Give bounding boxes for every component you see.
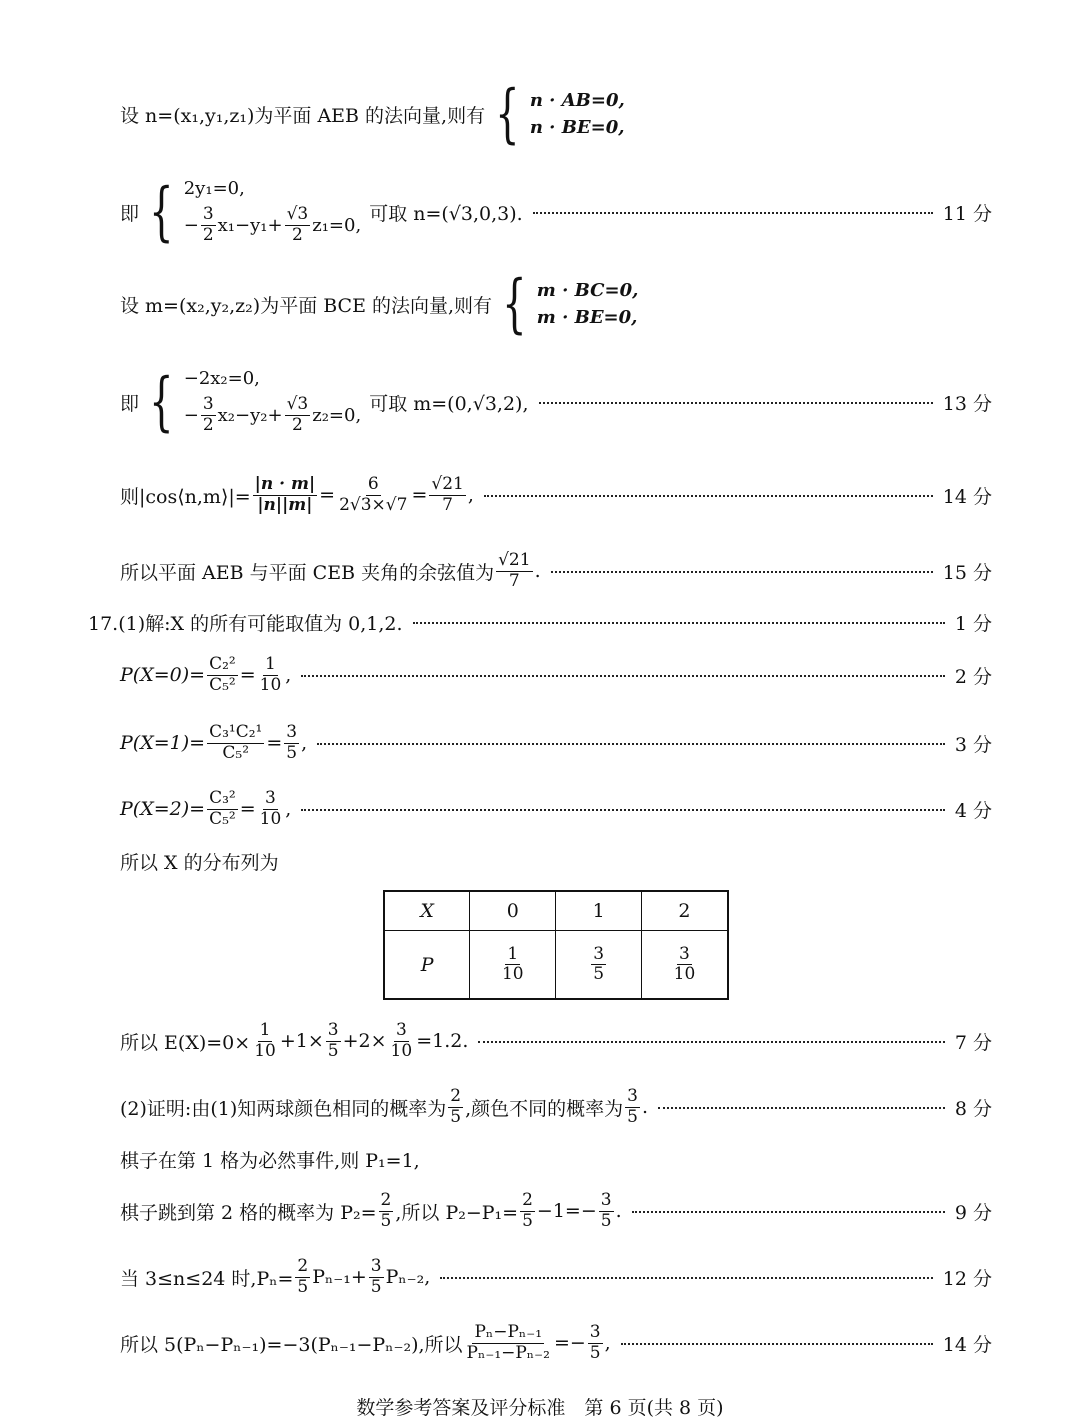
eq-line-10: P(X=2)= $\frac{\text{C₃²}}{\text{C₅²}}$ = $\frac{3}{10}$ , 4 分 [120, 787, 992, 829]
table-row [384, 931, 728, 999]
fraction: $\frac{3}{5}$ [627, 1085, 638, 1127]
leader-dots [478, 1039, 944, 1043]
score: 7 分 [954, 1031, 992, 1054]
fraction: $\frac{1}{10}$ [254, 1019, 276, 1061]
system-eq: −2x₂=0, [183, 368, 260, 390]
line-text: 可取 n=(√3,0,3). [369, 202, 523, 225]
equation-system: { m · BC=0, m · BE=0, [502, 267, 639, 341]
score: 12 分 [942, 1267, 992, 1290]
distribution-table [383, 890, 729, 1000]
fraction: $\frac{3}{5}$ [327, 1019, 339, 1061]
eq-line-7: 17.(1)解:X 的所有可能取值为 0,1,2. 1 分 [88, 602, 992, 642]
leader-dots [301, 807, 945, 811]
eq-line-15: 棋子跳到第 2 格的概率为 P₂= $\frac{2}{5}$ ,所以 P₂−P₁= $\frac{2}{5}$ −1=− $\frac{3}{5}$ . 9 分 [120, 1189, 992, 1231]
fraction: $\frac{√3}{2}$ [286, 204, 309, 245]
system-eq: 2y₁=0, [183, 178, 245, 200]
score: 8 分 [954, 1097, 992, 1120]
table-cell: 0 [470, 891, 556, 931]
fraction: $\frac{√21}{7}$ [431, 473, 464, 515]
leader-dots [440, 1275, 932, 1279]
score: 13 分 [942, 392, 992, 415]
fraction: $\frac{3}{2}$ [202, 204, 214, 245]
leader-dots [539, 400, 933, 404]
table-row [384, 891, 728, 931]
fraction: $\frac{3}{10}$ [259, 787, 282, 829]
eq-line-8: P(X=0)= $\frac{\text{C₂²}}{\text{C₅²}}$ = $\frac{1}{10}$ , 2 分 [120, 653, 992, 695]
leader-dots [621, 1341, 933, 1345]
table-cell: $\frac{1}{10}$ [470, 931, 556, 999]
fraction: $\frac{2}{5}$ [297, 1255, 309, 1297]
equation-system: { 2y₁=0, − $\frac{3}{2}$ x₁−y₁+ $\frac{√3}{2}$ z₁=0, [149, 175, 362, 249]
eq-line-9: P(X=1)= $\frac{\text{C₃¹C₂¹}}{\text{C₅²}}$ = $\frac{3}{5}$ , 3 分 [120, 721, 992, 763]
leader-dots [551, 569, 933, 573]
eq-line-6: 所以平面 AEB 与平面 CEB 夹角的余弦值为 $\frac{√21}{7}$ . 15 分 [120, 549, 992, 591]
fraction: $\frac{|n \cdot m|}{|n||m|}$ [254, 473, 316, 515]
fraction: $\frac{2}{5}$ [380, 1189, 392, 1231]
system-eq: n · AB=0, [529, 90, 625, 111]
fraction: $\frac{√3}{2}$ [286, 394, 309, 435]
system-eq: m · BE=0, [536, 307, 638, 328]
fraction: $\frac{\text{C₂²}}{\text{C₅²}}$ [209, 653, 236, 695]
fraction: $\frac{2}{5}$ [522, 1189, 533, 1231]
eq-line-13: (2)证明:由(1)知两球颜色相同的概率为 $\frac{2}{5}$ ,颜色不同的概率为 $\frac{3}{5}$ . 8 分 [120, 1085, 992, 1127]
line-text: 设 m=(x₂,y₂,z₂)为平面 BCE 的法向量,则有 [120, 294, 493, 317]
line-text: 可取 m=(0,√3,2), [369, 392, 529, 415]
leader-dots [413, 620, 945, 624]
eq-line-17: 所以 5(Pₙ−Pₙ₋₁)=−3(Pₙ₋₁−Pₙ₋₂),所以 $\frac{\text{Pₙ−Pₙ₋₁}}{\text{Pₙ₋₁−Pₙ₋₂}}$ =− $\frac{3}{5}$ , 14 分 [120, 1321, 992, 1363]
system-eq: − $\frac{3}{2}$ x₁−y₁+ $\frac{√3}{2}$ z₁=0, [183, 204, 362, 245]
leader-dots [658, 1105, 945, 1109]
eq-line-11: 所以 X 的分布列为 [120, 852, 279, 874]
fraction: $\frac{\text{C₃²}}{\text{C₅²}}$ [209, 787, 236, 829]
eq-line-14: 棋子在第 1 格为必然事件,则 P₁=1, [120, 1150, 420, 1172]
fraction: $\frac{2}{5}$ [450, 1085, 462, 1127]
fraction: $\frac{3}{10}$ [390, 1019, 413, 1061]
score: 15 分 [942, 561, 992, 584]
leader-dots [632, 1209, 945, 1213]
score: 11 分 [942, 202, 992, 225]
line-text: 设 n=(x₁,y₁,z₁)为平面 AEB 的法向量,则有 [120, 104, 486, 127]
fraction: $\frac{3}{5}$ [286, 721, 298, 763]
score: 2 分 [954, 665, 992, 688]
fraction: $\frac{\text{C₃¹C₂¹}}{\text{C₅²}}$ [209, 721, 263, 763]
leader-dots [484, 493, 933, 497]
table-cell: X [384, 891, 470, 931]
fraction: $\frac{3}{5}$ [370, 1255, 382, 1297]
score: 4 分 [954, 799, 992, 822]
score: 14 分 [942, 1333, 992, 1356]
score: 1 分 [954, 612, 992, 635]
table-cell: 2 [641, 891, 728, 931]
equation-system: { −2x₂=0, − $\frac{3}{2}$ x₂−y₂+ $\frac{√3}{2}$ z₂=0, [149, 365, 362, 439]
fraction: $\frac{√21}{7}$ [498, 549, 531, 591]
eq-line-3 [120, 267, 639, 341]
fraction: $\frac{\text{Pₙ−Pₙ₋₁}}{\text{Pₙ₋₁−Pₙ₋₂}}$ [466, 1321, 550, 1363]
table-cell: $\frac{3}{5}$ [556, 931, 642, 999]
fraction: $\frac{3}{2}$ [202, 394, 214, 435]
fraction: $\frac{3}{5}$ [600, 1189, 612, 1231]
score: 14 分 [942, 485, 992, 508]
fraction: $\frac{6}{2√3\times√7}$ [339, 473, 408, 515]
system-eq: m · BC=0, [536, 280, 639, 301]
eq-line-16: 当 3≤n≤24 时,Pₙ= $\frac{2}{5}$ Pₙ₋₁+ $\frac{3}{5}$ Pₙ₋₂, 12 分 [120, 1255, 992, 1297]
score: 3 分 [954, 733, 992, 756]
fraction: $\frac{3}{5}$ [589, 1321, 601, 1363]
eq-line-4 [120, 365, 992, 439]
table-cell: 1 [556, 891, 642, 931]
system-eq: − $\frac{3}{2}$ x₂−y₂+ $\frac{√3}{2}$ z₂=0, [183, 394, 362, 435]
fraction: $\frac{1}{10}$ [259, 653, 282, 695]
eq-line-5: 则|cos⟨n,m⟩|= $\frac{|n \cdot m|}{|n||m|}$ = $\frac{6}{2√3\times√7}$ = $\frac{√21}{7}$ , 14 分 [120, 473, 992, 515]
line-prefix: 即 [120, 392, 140, 415]
eq-line-12: 所以 E(X)=0× $\frac{1}{10}$ +1× $\frac{3}{5}$ +2× $\frac{3}{10}$ =1.2. 7 分 [120, 1019, 992, 1061]
leader-dots [317, 741, 945, 745]
eq-line-2 [120, 175, 992, 249]
leader-dots [301, 673, 945, 677]
score: 9 分 [954, 1201, 992, 1224]
equation-system: { n · AB=0, n · BE=0, [495, 77, 625, 151]
system-eq: n · BE=0, [529, 117, 625, 138]
table-cell: $\frac{3}{10}$ [641, 931, 728, 999]
table-cell: P [384, 931, 470, 999]
line-prefix: 即 [120, 202, 140, 225]
leader-dots [533, 210, 933, 214]
page-footer: 数学参考答案及评分标准 第 6 页(共 8 页) [356, 1397, 724, 1419]
eq-line-1 [120, 77, 625, 151]
